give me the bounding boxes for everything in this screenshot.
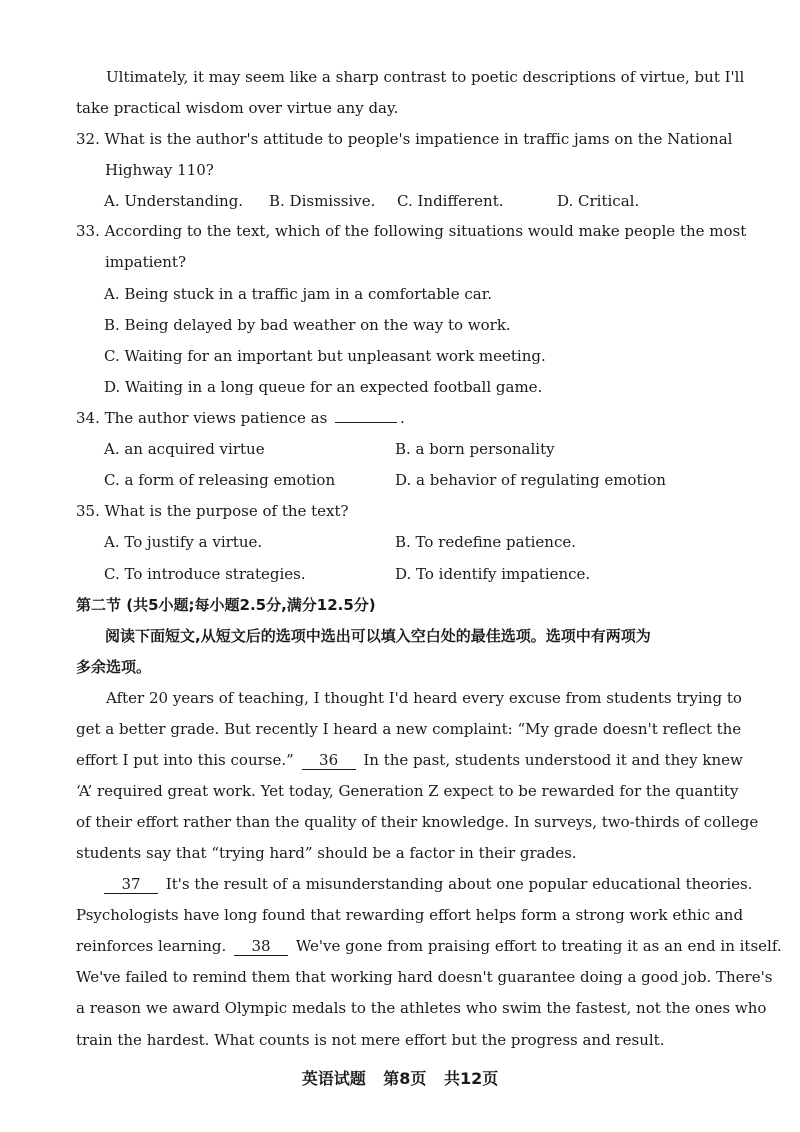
question-number: 34. xyxy=(76,409,100,427)
section-instructions-line-1: 阅读下面短文,从短文后的选项中选出可以填入空白处的最佳选项。选项中有两项为 xyxy=(105,627,651,645)
option-a[interactable]: A. Being stuck in a traffic jam in a comfortable car. xyxy=(104,285,493,303)
answer-blank-37[interactable]: 37 xyxy=(104,876,158,894)
question-number: 33. xyxy=(76,222,100,240)
question-text-end: . xyxy=(400,409,405,427)
option-a[interactable]: A. an acquired virtue xyxy=(104,440,265,458)
question-34-options-row2 xyxy=(104,470,704,490)
option-d[interactable]: D. a behavior of regulating emotion xyxy=(395,471,666,489)
option-d[interactable]: D. To identify impatience. xyxy=(395,565,591,583)
question-number: 35. xyxy=(76,502,100,520)
question-32-stem-cont: Highway 110? xyxy=(105,161,214,179)
option-c[interactable]: C. Indifferent. xyxy=(397,192,504,210)
page-footer xyxy=(0,1066,800,1089)
passage-text: effort I put into this course.” xyxy=(76,751,294,769)
passage-p1-line-4: ‘A’ required great work. Yet today, Generation Z expect to be rewarded for the quantity xyxy=(76,782,739,800)
section-instructions-line-2: 多余选项。 xyxy=(76,658,152,676)
passage-p2-line-2: Psychologists have long found that rewarding effort helps form a strong work ethic and xyxy=(76,906,744,924)
intro-line-1: Ultimately, it may seem like a sharp contrast to poetic descriptions of virtue, but I'll xyxy=(106,68,745,86)
question-33-stem-cont: impatient? xyxy=(105,253,186,271)
option-b[interactable]: B. Being delayed by bad weather on the way to work. xyxy=(104,316,511,334)
question-number: 32. xyxy=(76,130,100,148)
question-35-stem xyxy=(76,501,349,521)
footer-subject: 英语试题 xyxy=(301,1069,366,1088)
passage-text: reinforces learning. xyxy=(76,937,227,955)
intro-line-2: take practical wisdom over virtue any day. xyxy=(76,99,399,117)
section-title: 第二节 (共5小题;每小题2.5分,满分12.5分) xyxy=(76,596,376,614)
option-d[interactable]: D. Waiting in a long queue for an expected football game. xyxy=(104,378,543,396)
passage-p1-line-2: get a better grade. But recently I heard a new complaint: “My grade doesn't reflect the xyxy=(76,720,742,738)
option-b[interactable]: B. To redefine patience. xyxy=(395,533,576,551)
question-text: The author views patience as xyxy=(104,409,328,427)
question-34-stem xyxy=(76,408,405,428)
passage-p2-line-6: train the hardest. What counts is not mere effort but the progress and result. xyxy=(76,1031,665,1049)
question-35-options-row2 xyxy=(104,564,704,584)
answer-blank-38[interactable]: 38 xyxy=(234,938,288,956)
passage-text: We've gone from praising effort to treating it as an end in itself. xyxy=(295,937,782,955)
footer-total-pages: 共12页 xyxy=(444,1069,499,1088)
question-34-options-row1 xyxy=(104,439,704,459)
passage-p1-line-1: After 20 years of teaching, I thought I'd heard every excuse from students trying to xyxy=(106,689,742,707)
passage-p2-line-5: a reason we award Olympic medals to the athletes who swim the fastest, not the ones who xyxy=(76,999,767,1017)
option-c[interactable]: C. Waiting for an important but unpleasant work meeting. xyxy=(104,347,546,365)
passage-p1-line-6: students say that “trying hard” should be a factor in their grades. xyxy=(76,844,577,862)
option-b[interactable]: B. a born personality xyxy=(395,440,555,458)
option-d[interactable]: D. Critical. xyxy=(557,192,640,210)
question-text: According to the text, which of the following situations would make people the most xyxy=(104,222,747,240)
answer-blank-36[interactable]: 36 xyxy=(302,752,356,770)
question-32-options xyxy=(0,191,800,211)
passage-text: In the past, students understood it and they knew xyxy=(363,751,743,769)
footer-page-number: 第8页 xyxy=(383,1069,427,1088)
passage-p1-line-5: of their effort rather than the quality of their knowledge. In surveys, two-thirds of college xyxy=(76,813,759,831)
option-a[interactable]: A. To justify a virtue. xyxy=(104,533,263,551)
passage-p2-line-3 xyxy=(76,936,782,956)
question-32-stem xyxy=(76,129,732,149)
question-text: What is the purpose of the text? xyxy=(104,502,349,520)
answer-blank[interactable] xyxy=(335,422,397,423)
passage-text: It's the result of a misunderstanding about one popular educational theories. xyxy=(165,875,753,893)
option-c[interactable]: C. To introduce strategies. xyxy=(104,565,306,583)
option-b[interactable]: B. Dismissive. xyxy=(269,192,376,210)
passage-p2-line-1 xyxy=(76,874,753,894)
question-35-options-row1 xyxy=(104,532,704,552)
question-33-stem xyxy=(76,221,746,241)
passage-p2-line-4: We've failed to remind them that working hard doesn't guarantee doing a good job. There's xyxy=(76,968,773,986)
question-text: What is the author's attitude to people's impatience in traffic jams on the National xyxy=(104,130,733,148)
option-a[interactable]: A. Understanding. xyxy=(104,192,244,210)
passage-p1-line-3 xyxy=(76,750,743,770)
option-c[interactable]: C. a form of releasing emotion xyxy=(104,471,336,489)
